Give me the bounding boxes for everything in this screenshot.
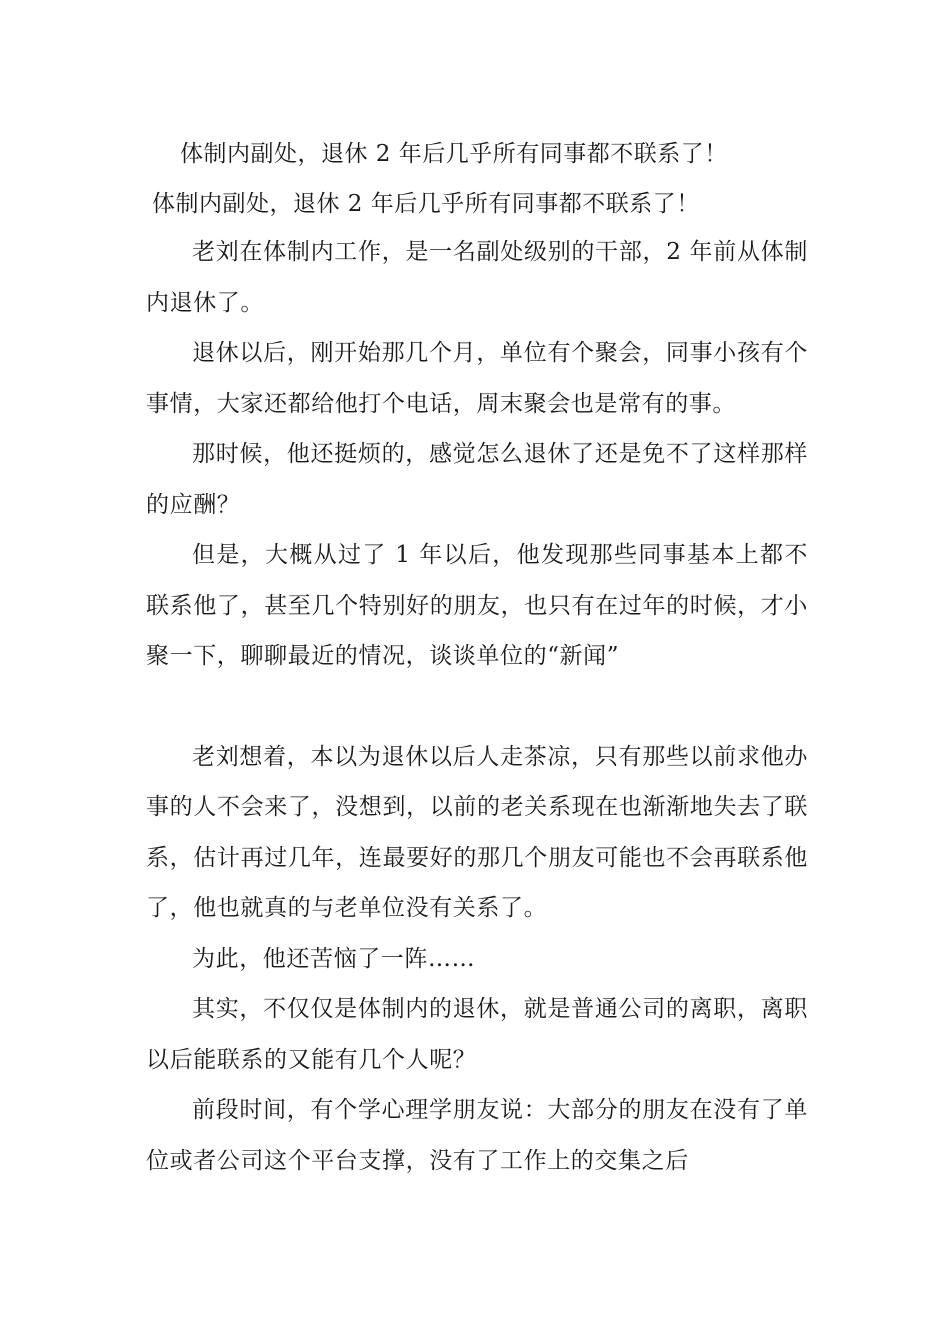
- document-title-repeat: 体制内副处，退休 2 年后几乎所有同事都不联系了！: [152, 191, 700, 217]
- paragraph-7: 其实，不仅仅是体制内的退休，就是普通公司的离职，离职以后能联系的又能有几个人呢？: [146, 996, 808, 1073]
- paragraph-1: 老刘在体制内工作，是一名副处级别的干部，2 年前从体制内退休了。: [146, 239, 808, 316]
- paragraph-6: 为此，他还苦恼了一阵……: [192, 945, 476, 972]
- paragraph-8: 前段时间，有个学心理学朋友说：大部分的朋友在没有了单位或者公司这个平台支撑，没有了工作上的交集之后: [146, 1097, 808, 1174]
- document-title: 体制内副处，退休 2 年后几乎所有同事都不联系了！: [180, 141, 728, 167]
- paragraph-4: 但是，大概从过了 1 年以后，他发现那些同事基本上都不联系他了，甚至几个特别好的朋友，也只有在过年的时候，才小聚一下，聊聊最近的情况，谈谈单位的“新闻”: [146, 542, 808, 669]
- blank-line: [146, 682, 808, 732]
- paragraph-3: 那时候，他还挺烦的，感觉怎么退休了还是免不了这样那样的应酬？: [146, 441, 808, 518]
- paragraph-2: 退休以后，刚开始那几个月，单位有个聚会，同事小孩有个事情，大家还都给他打个电话，周末聚会也是常有的事。: [146, 340, 808, 417]
- paragraph-5: 老刘想着，本以为退休以后人走茶凉，只有那些以前求他办事的人不会来了，没想到，以前的老关系现在也渐渐地失去了联系，估计再过几年，连最要好的那几个朋友可能也不会再联系他了，他也就真的与老单位没有关系了。: [146, 743, 808, 921]
- document-body: [146, 227, 808, 1186]
